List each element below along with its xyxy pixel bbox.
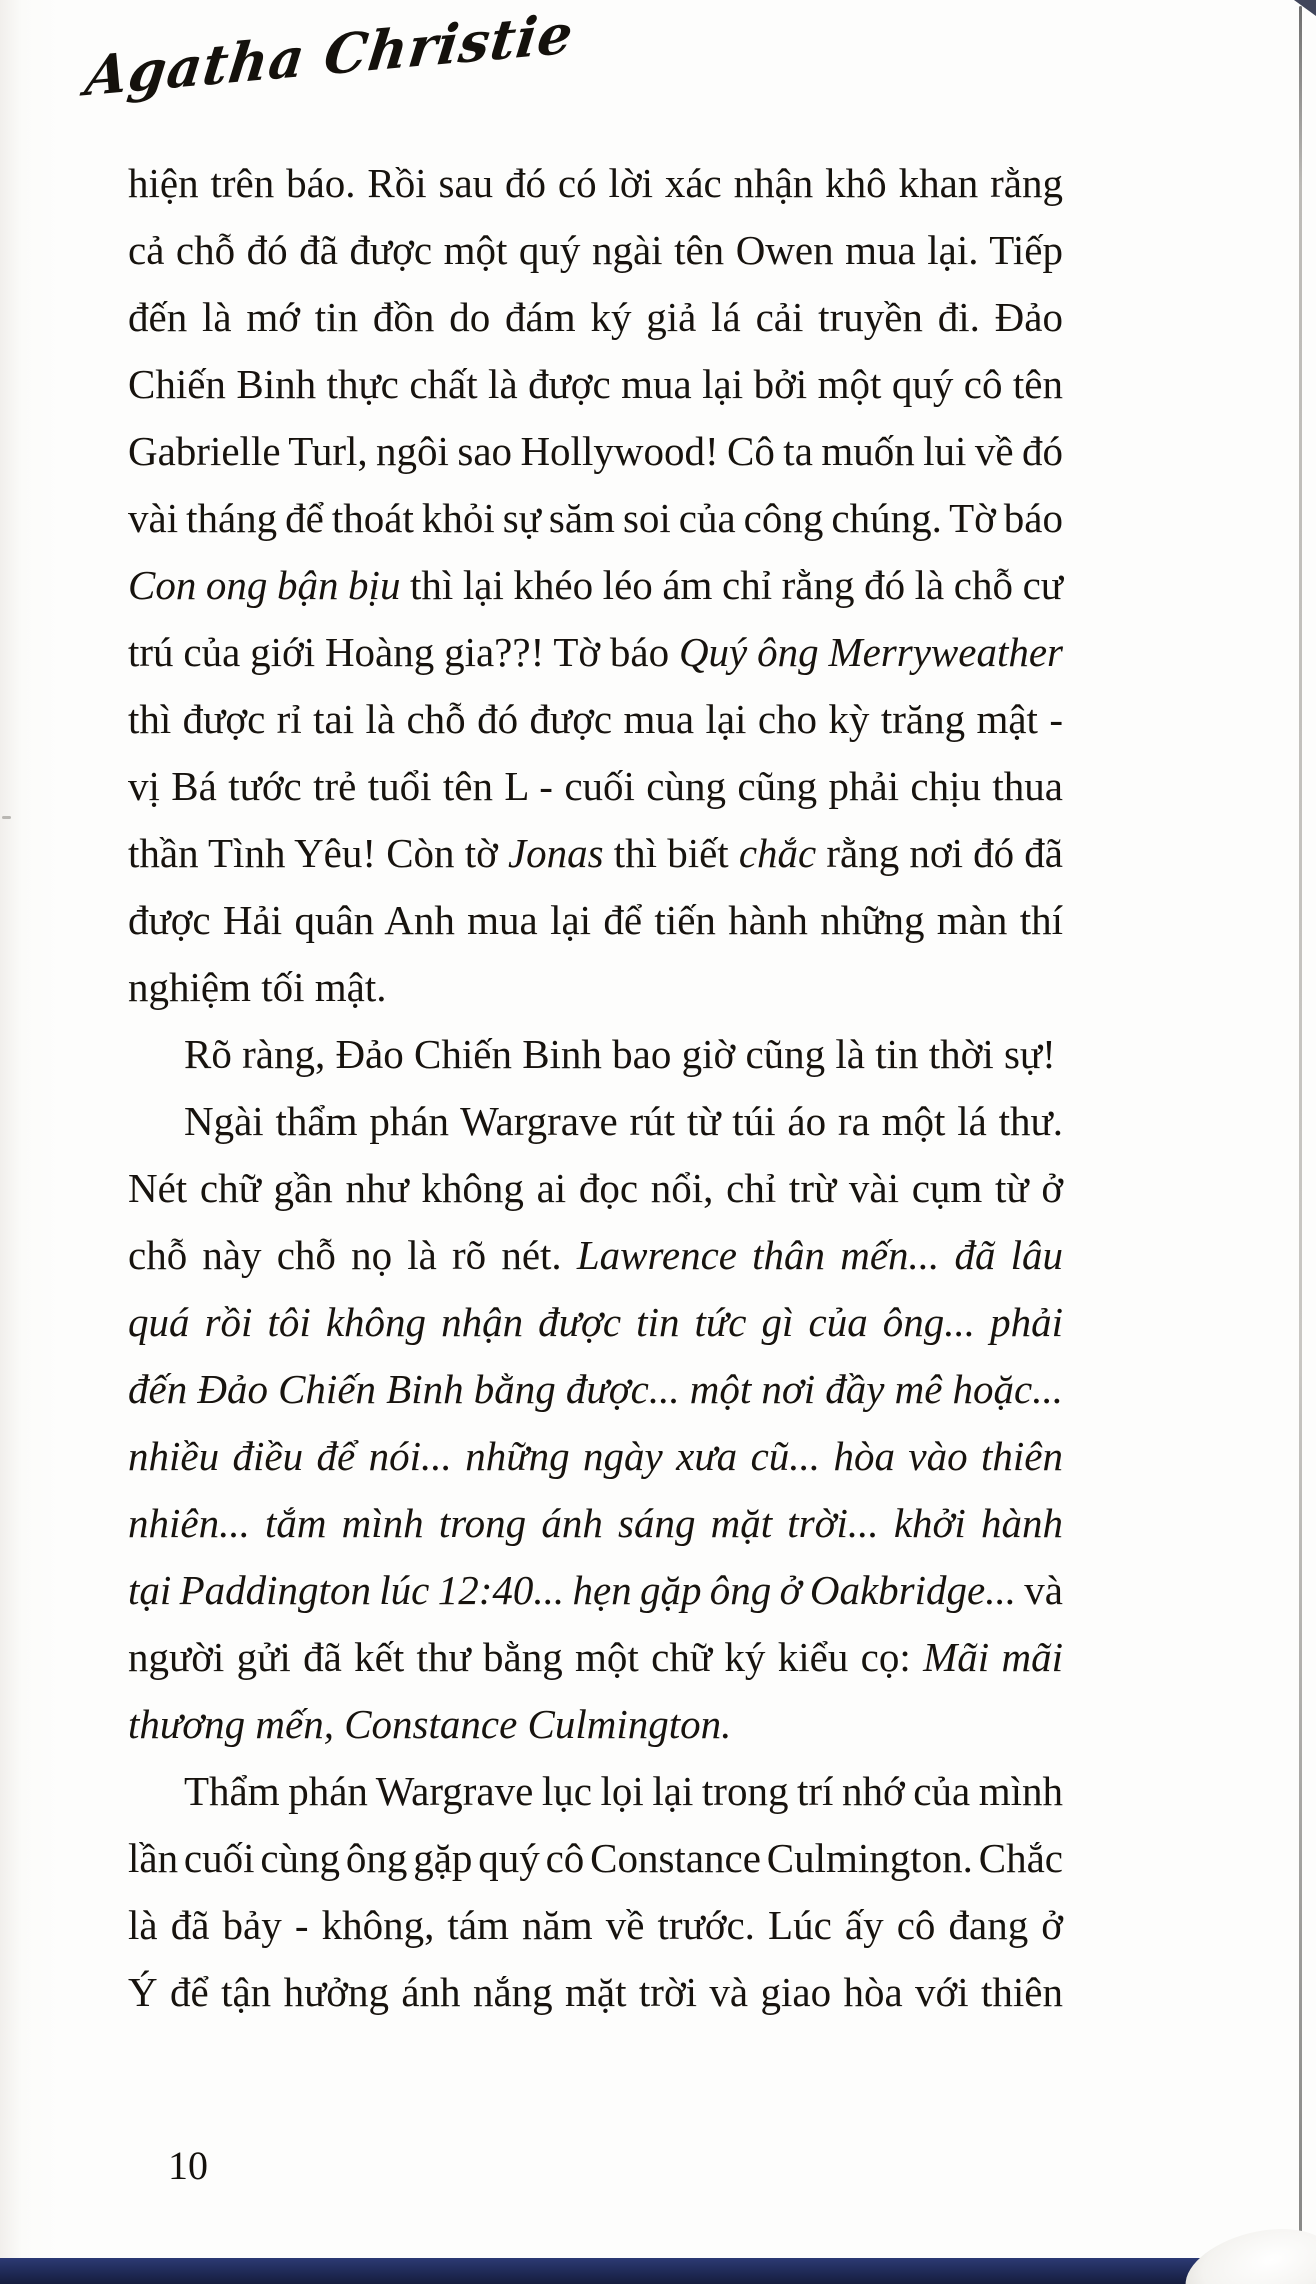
text-line [128,619,1063,686]
text-line [128,418,1063,485]
italic-text: quá rồi tôi không nhận được tin tức gì của ông... phải [128,1299,1063,1345]
left-edge-mark [2,816,11,819]
page-edge-line [1299,6,1302,2254]
italic-text: nhiều điều để nói... những ngày xưa cũ... hòa vào thiên [128,1433,1063,1479]
italic-text: Jonas [507,830,604,876]
top-right-corner-shadow [1294,0,1316,16]
text-block [128,150,1063,2026]
italic-text: tại Paddington lúc 12:40... hẹn gặp ông ở Oakbridge... [128,1567,1016,1613]
text-line [128,1691,1063,1758]
body-text: thần Tình Yêu! Còn tờ [128,830,508,876]
italic-text: Con ong bận bịu [128,562,401,608]
italic-text: đến Đảo Chiến Binh bằng được... một nơi đầy mê hoặc... [128,1366,1063,1412]
body-text: người gửi đã kết thư bằng một chữ ký kiểu cọ: [128,1634,924,1680]
text-line [128,1959,1063,2026]
paragraph [128,1758,1063,2026]
body-text: Nét chữ gần như không ai đọc nổi, chỉ trừ vài cụm từ ở [128,1165,1063,1211]
text-line [128,1557,1063,1624]
body-text: là đã bảy - không, tám năm về trước. Lúc ấy cô đang ở [128,1902,1063,1948]
text-line [128,1289,1063,1356]
italic-text: nhiên... tắm mình trong ánh sáng mặt trời... khởi hành [128,1500,1063,1546]
text-line [128,1892,1063,1959]
text-line [128,1021,1063,1088]
paragraph [128,150,1063,1021]
body-text: thì biết [603,830,739,876]
book-cover-edge [0,2258,1316,2284]
body-text: được Hải quân Anh mua lại để tiến hành những màn thí [128,897,1063,943]
paragraph [128,1021,1063,1088]
text-line [128,954,1063,1021]
body-text: nghiệm tối mật. [128,964,387,1010]
text-line [128,1222,1063,1289]
italic-text: Mãi mãi [923,1634,1063,1680]
text-line [128,1490,1063,1557]
body-text: vị Bá tước trẻ tuổi tên L - cuối cùng cũng phải chịu thua [128,763,1063,809]
body-text: hiện trên báo. Rồi sau đó có lời xác nhận khô khan rằng [128,160,1063,206]
italic-text: Quý ông Merryweather [678,629,1063,675]
text-line [128,1758,1063,1825]
text-line [128,1155,1063,1222]
text-line [128,820,1063,887]
text-line [128,217,1063,284]
author-signature: Agatha Christie [82,0,578,109]
text-line [128,1088,1063,1155]
body-text: rằng nơi đó đã [816,830,1064,876]
text-line [128,284,1063,351]
body-text: Ý để tận hưởng ánh nắng mặt trời và giao hòa với thiên [128,1969,1063,2015]
body-text: đến là mớ tin đồn do đám ký giả lá cải truyền đi. Đảo [128,294,1063,340]
page-number: 10 [168,2143,208,2188]
text-line [128,1825,1063,1892]
body-text: trú của giới Hoàng gia??! Tờ báo [128,629,679,675]
text-line [128,485,1063,552]
body-text: thì được rỉ tai là chỗ đó được mua lại cho kỳ trăng mật - [128,696,1063,742]
text-line [128,351,1063,418]
text-line [128,1624,1063,1691]
text-line [128,686,1063,753]
body-text: Thẩm phán Wargrave lục lọi lại trong trí nhớ của mình [184,1768,1063,1814]
paragraph [128,1088,1063,1758]
body-text: lần cuối cùng ông gặp quý cô Constance Culmington. Chắc [128,1835,1063,1881]
text-line [128,887,1063,954]
body-text: Chiến Binh thực chất là được mua lại bởi một quý cô tên [128,361,1063,407]
body-text: cả chỗ đó đã được một quý ngài tên Owen mua lại. Tiếp [128,227,1063,273]
italic-text: thương mến, Constance Culmington. [128,1701,732,1747]
body-text: vài tháng để thoát khỏi sự săm soi của công chúng. Tờ báo [128,495,1063,541]
body-text: Gabrielle Turl, ngôi sao Hollywood! Cô ta muốn lui về đó [128,428,1063,474]
body-text: Rõ ràng, Đảo Chiến Binh bao giờ cũng là tin thời sự! [184,1031,1056,1077]
text-line [128,1423,1063,1490]
text-line [128,753,1063,820]
body-text: thì lại khéo léo ám chỉ rằng đó là chỗ cư [400,562,1063,608]
body-text: và [1015,1567,1064,1613]
body-text: Ngài thẩm phán Wargrave rút từ túi áo ra một lá thư. [184,1098,1063,1144]
text-line [128,552,1063,619]
body-text: chỗ này chỗ nọ là rõ nét. [128,1232,577,1278]
italic-text: chắc [738,830,817,876]
text-line [128,1356,1063,1423]
italic-text: Lawrence thân mến... đã lâu [576,1232,1063,1278]
text-line [128,150,1063,217]
page-curl-highlight [1177,2215,1316,2284]
